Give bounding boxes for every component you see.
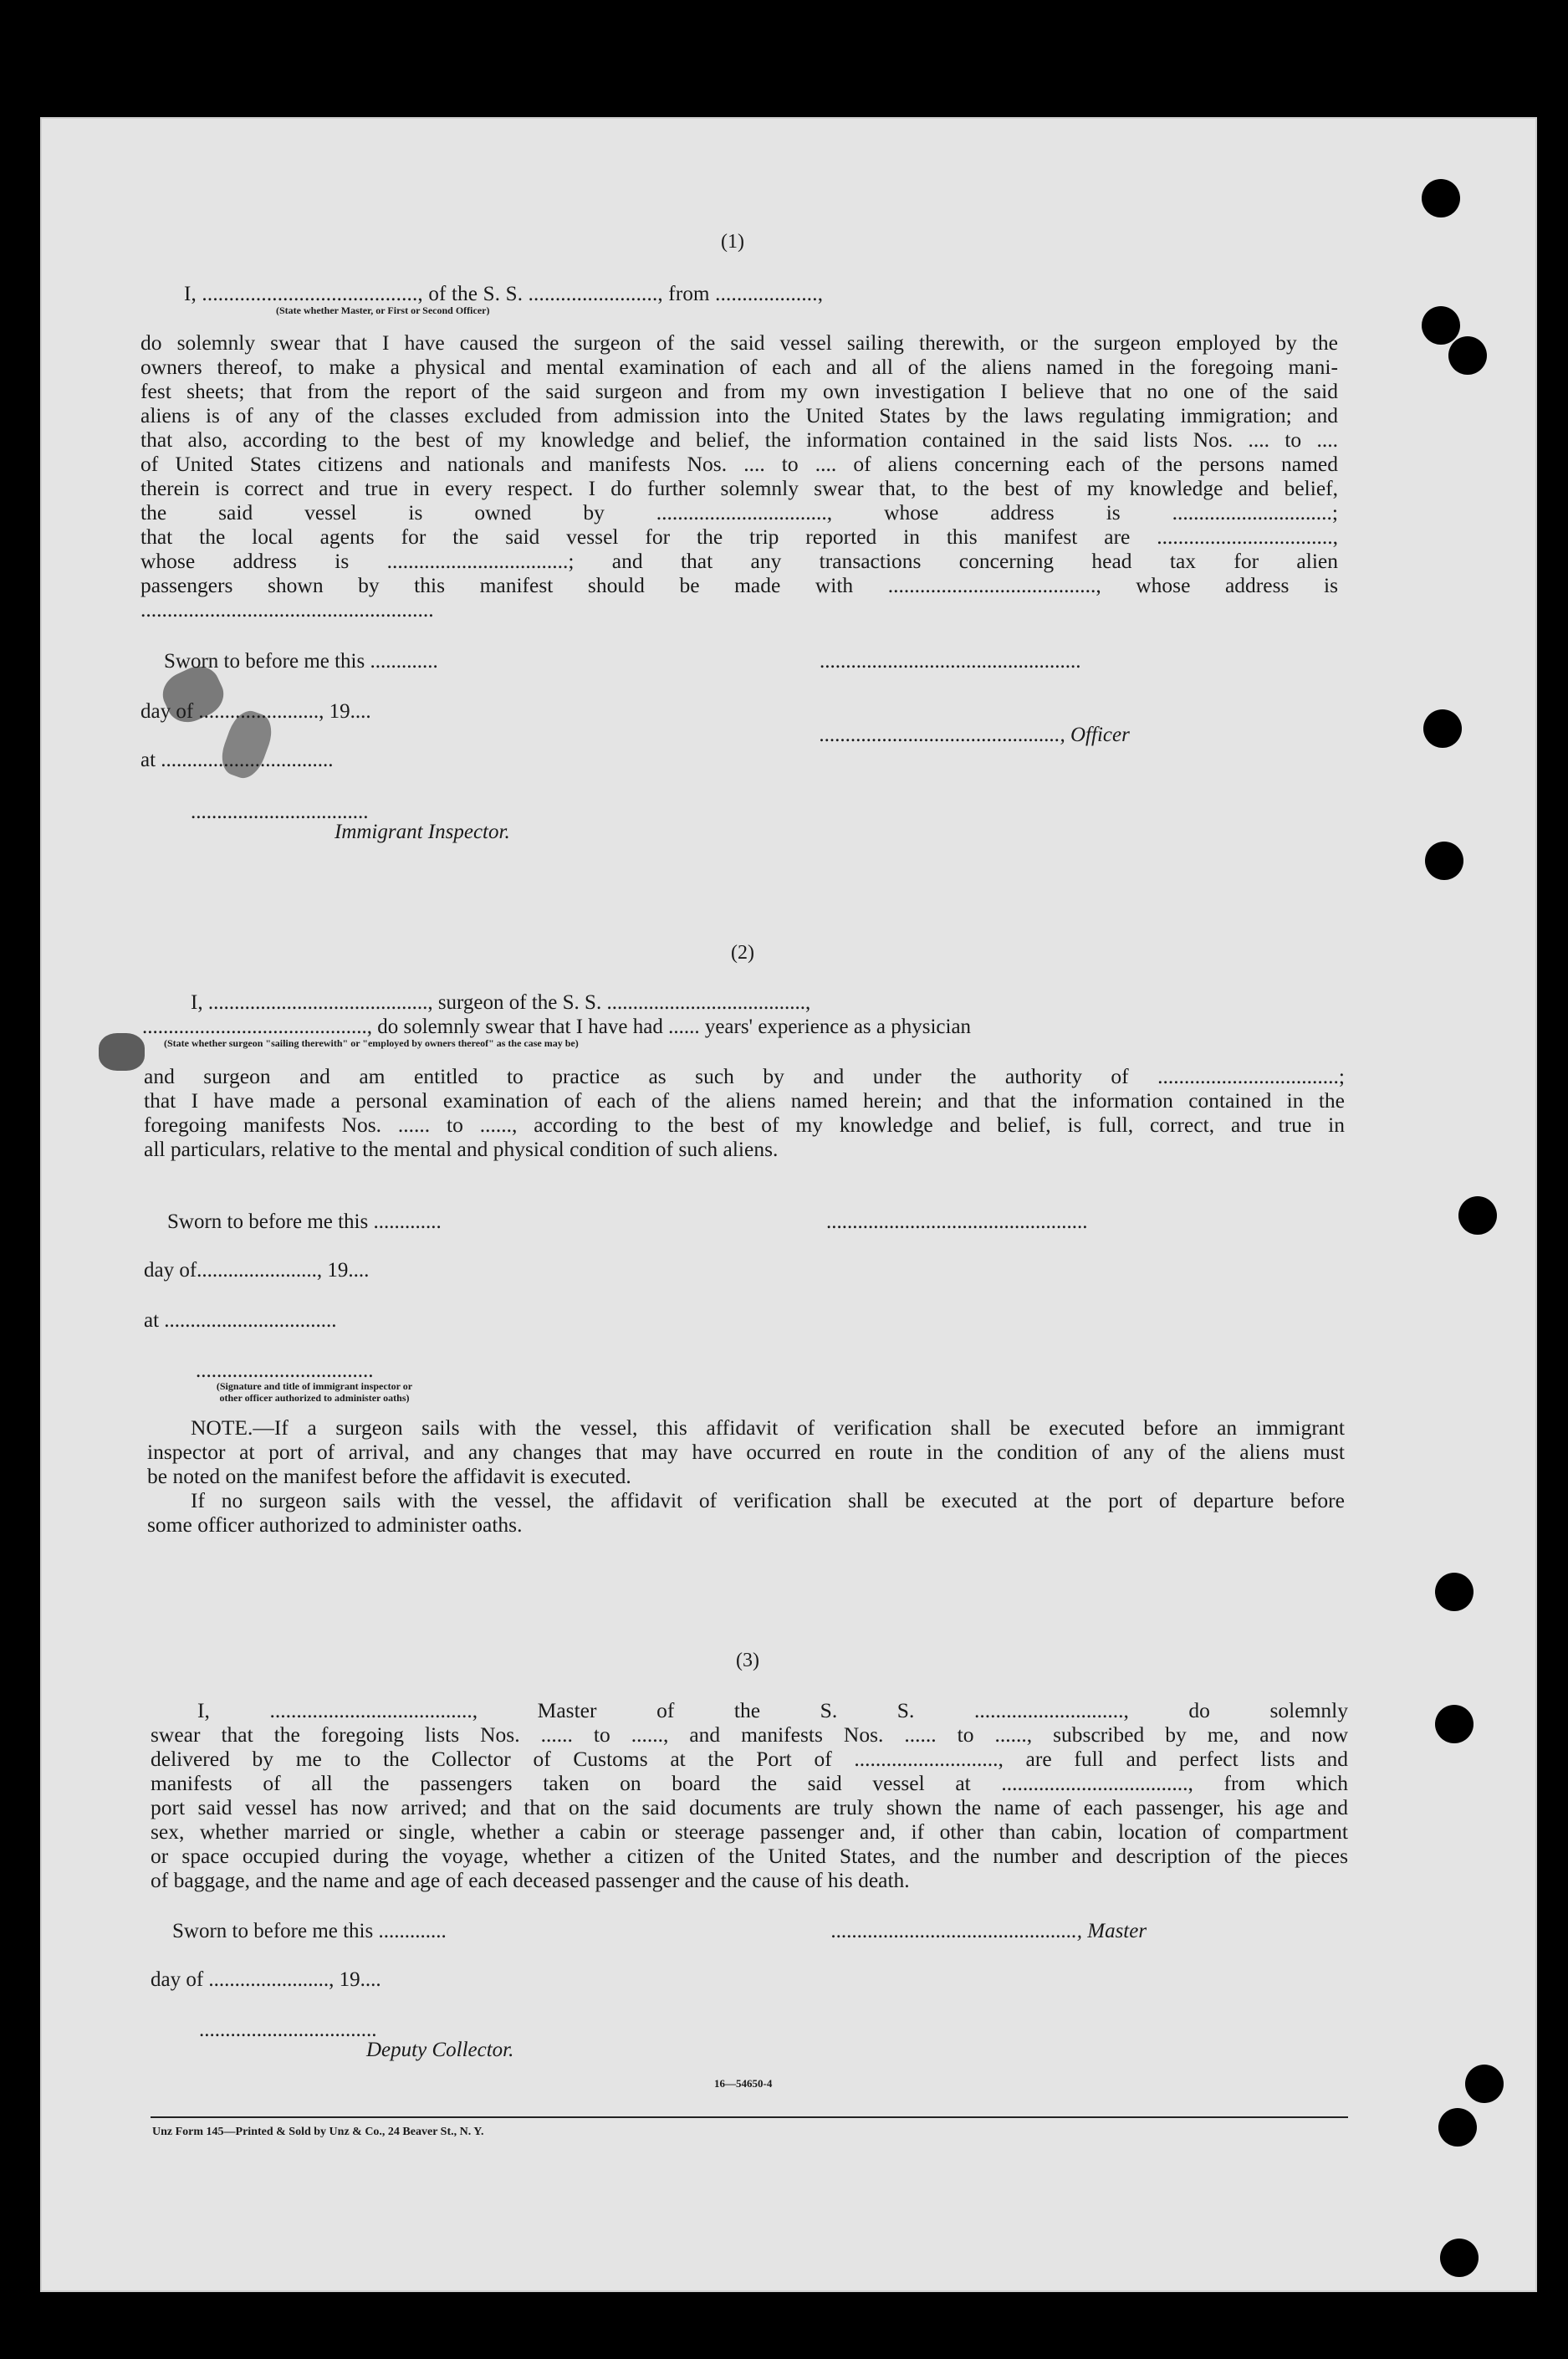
section-2-signature-note: (Signature and title of immigrant inspector or other officer authorized to administer oaths): [216, 1380, 413, 1404]
section-3-day: day of ......................., 19....: [151, 1968, 381, 1991]
punch-hole: [1438, 2108, 1477, 2147]
section-1-line: whose address is ..................................; and that any transactions concerning head tax for alien: [140, 549, 1338, 573]
note-line: some officer authorized to administer oaths.: [147, 1512, 523, 1537]
section-1-line: .......................................................: [140, 597, 434, 622]
section-1-line: therein is correct and true in every respect. I do further solemnly swear that, to the best of my knowledge and belief,: [140, 476, 1338, 500]
section-1-first-line-note: (State whether Master, or First or Second Officer): [276, 304, 490, 316]
section-3-signature-label: Deputy Collector.: [366, 2039, 514, 2061]
note-line: [147, 1415, 1345, 1440]
section-1-signature-dots: ..................................: [191, 801, 369, 823]
section-1-line: passengers shown by this manifest should be made with ......................................., whose address is: [140, 573, 1338, 597]
section-1-day: day of ......................., 19....: [140, 700, 371, 723]
section-2-sworn: Sworn to before me this .............: [167, 1210, 442, 1233]
section-2-first-line: I, .........................................., surgeon of the S. S. ......................................,: [191, 991, 811, 1014]
section-3-number: (3): [736, 1650, 759, 1671]
note-line: If no surgeon sails with the vessel, the affidavit of verification shall be executed at the port of departure before: [191, 1488, 1345, 1512]
section-1-officer-dots: ..................................................: [820, 650, 1081, 673]
section-2-line: that I have made a personal examination of each of the aliens named herein; and that the information contained in the: [144, 1088, 1345, 1113]
section-2-line: foregoing manifests Nos. ...... to ......, according to the best of my knowledge and belief, is full, correct, and true in: [144, 1113, 1345, 1137]
section-2-signature-dots: ..................................: [196, 1359, 374, 1382]
section-2-line: all particulars, relative to the mental and physical condition of such aliens.: [144, 1137, 779, 1161]
ink-smudge: [99, 1033, 145, 1071]
section-2-second-line: ..........................................., do solemnly swear that I have had ...... years' experience as a physician: [142, 1016, 972, 1038]
form-code: 16—54650-4: [714, 2077, 773, 2090]
punch-hole: [1422, 179, 1460, 217]
punch-hole: [1435, 1573, 1474, 1611]
punch-hole: [1458, 1196, 1497, 1235]
punch-hole: [1448, 336, 1487, 375]
section-1-signature-label: Immigrant Inspector.: [335, 821, 510, 843]
punch-hole: [1435, 1705, 1474, 1743]
section-1-first-line: I, ........................................, of the S. S. ........................, from ...................,: [184, 283, 824, 305]
section-1-sworn: Sworn to before me this .............: [164, 650, 438, 673]
section-2-number: (2): [731, 942, 754, 964]
section-3-line: swear that the foregoing lists Nos. ...... to ......, and manifests Nos. ...... to ......, subscribed by me, and now: [151, 1722, 1348, 1747]
section-2-note: [147, 1415, 1345, 1537]
section-1-line: do solemnly swear that I have caused the surgeon of the said vessel sailing therewith, or the surgeon employed by the: [140, 330, 1338, 355]
section-3-line: port said vessel has now arrived; and that on the said documents are truly shown the name of each passenger, his age and: [151, 1795, 1348, 1819]
section-3-sworn: Sworn to before me this .............: [172, 1920, 447, 1942]
punch-hole: [1425, 842, 1463, 880]
section-3-line: delivered by me to the Collector of Customs at the Port of ..........................., are full and perfect lists and: [151, 1747, 1348, 1771]
section-2-day: day of......................., 19....: [144, 1259, 370, 1282]
section-3-line: manifests of all the passengers taken on board the said vessel at ..................................., from which: [151, 1771, 1348, 1795]
section-1-line: fest sheets; that from the report of the said surgeon and from my own investigation I believe that no one of the said: [140, 379, 1338, 403]
section-2-right-dots: ..................................................: [826, 1210, 1088, 1233]
section-2-at: at .................................: [144, 1309, 337, 1332]
section-3-master-line: ..............................................., Master: [831, 1920, 1147, 1942]
section-2-line: and surgeon and am entitled to practice as such by and under the authority of ..................................;: [144, 1064, 1345, 1088]
note-text: —If a surgeon sails with the vessel, this affidavit of verification shall be executed before an immigrant: [253, 1415, 1345, 1440]
section-2-body: [144, 1064, 1345, 1161]
section-2-second-line-note: (State whether surgeon "sailing therewith" or "employed by owners thereof" as the case may be): [164, 1037, 579, 1049]
note-line: inspector at port of arrival, and any changes that may have occurred en route in the condition of any of the aliens must: [147, 1440, 1345, 1464]
section-3-line: of baggage, and the name and age of each deceased passenger and the cause of his death.: [151, 1868, 910, 1892]
section-3-signature-dots: ..................................: [199, 2019, 377, 2041]
section-1-line: owners thereof, to make a physical and mental examination of each and all of the aliens named in the foregoing mani-: [140, 355, 1338, 379]
section-1-line: that also, according to the best of my knowledge and belief, the information contained in the said lists Nos. .... to ....: [140, 427, 1338, 452]
note-label: NOTE.: [191, 1415, 253, 1440]
section-1-line: the said vessel is owned by ................................, whose address is ..............................;: [140, 500, 1338, 525]
section-1-body: [140, 330, 1338, 622]
punch-hole: [1423, 709, 1462, 748]
footer-rule: [151, 2116, 1348, 2118]
section-1-officer-line: .............................................., Officer: [820, 724, 1130, 746]
section-1-line: aliens is of any of the classes excluded from admission into the United States by the laws regulating immigration; and: [140, 403, 1338, 427]
note-line: be noted on the manifest before the affidavit is executed.: [147, 1464, 631, 1488]
section-1-number: (1): [721, 231, 744, 253]
section-1-line: of United States citizens and nationals and manifests Nos. .... to .... of aliens concerning each of the persons named: [140, 452, 1338, 476]
punch-hole: [1422, 306, 1460, 345]
section-3-line: I, ......................................, Master of the S. S. ............................, do solemnly: [197, 1698, 1348, 1722]
punch-hole: [1465, 2065, 1504, 2103]
punch-hole: [1440, 2239, 1479, 2277]
section-1-line: that the local agents for the said vessel for the trip reported in this manifest are .................................,: [140, 525, 1338, 549]
section-3-line: sex, whether married or single, whether a cabin or steerage passenger and, if other than cabin, location of compartment: [151, 1819, 1348, 1844]
section-3-body: [151, 1698, 1348, 1892]
section-1-at: at .................................: [140, 749, 334, 771]
section-3-line: or space occupied during the voyage, whether a citizen of the United States, and the number and description of the pieces: [151, 1844, 1348, 1868]
footer-imprint: Unz Form 145—Printed & Sold by Unz & Co., 24 Beaver St., N. Y.: [152, 2126, 484, 2138]
